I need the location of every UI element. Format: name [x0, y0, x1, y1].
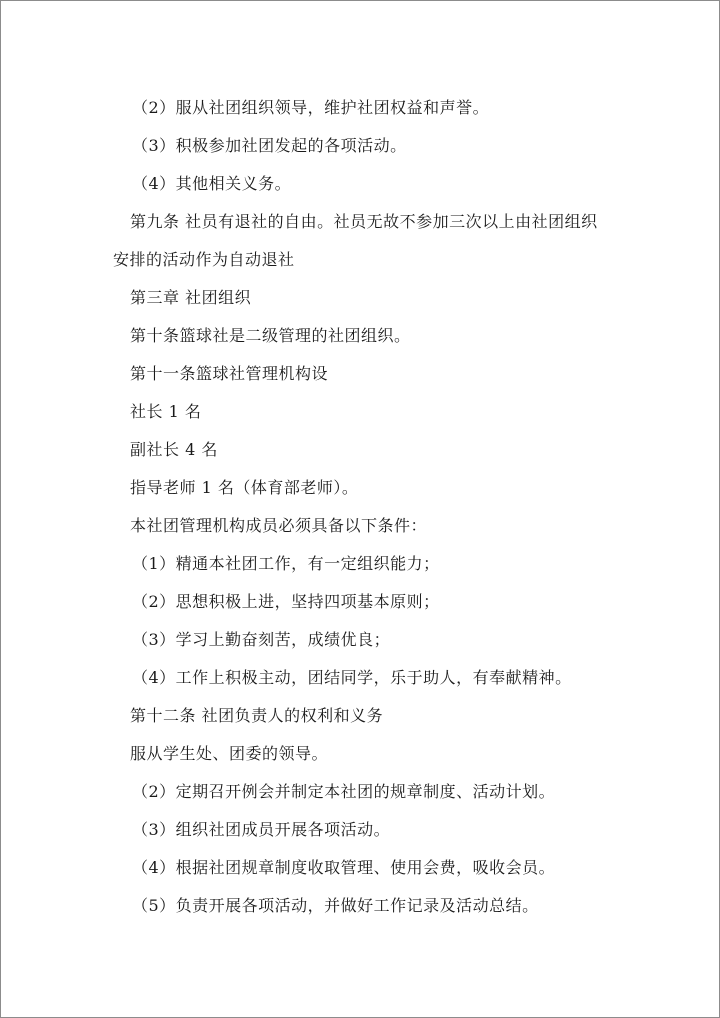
article-line: 第十二条 社团负责人的权利和义务 [130, 706, 384, 725]
list-item: （3）组织社团成员开展各项活动。 [132, 820, 391, 839]
text-line: 社长 1 名 [130, 402, 202, 421]
chapter-heading: 第三章 社团组织 [130, 288, 252, 307]
text-line: 副社长 4 名 [130, 440, 218, 459]
article-line: 第九条 社员有退社的自由。社员无故不参加三次以上由社团组织 [130, 212, 598, 231]
text-line: 服从学生处、团委的领导。 [130, 744, 329, 763]
article-line: 第十一条篮球社管理机构设 [130, 364, 329, 383]
list-item: （4）工作上积极主动，团结同学，乐于助人，有奉献精神。 [132, 668, 572, 687]
list-item: （2）思想积极上进，坚持四项基本原则； [132, 592, 440, 611]
text-line: （3）积极参加社团发起的各项活动。 [132, 136, 407, 155]
text-line: （4）其他相关义务。 [132, 174, 292, 193]
list-item: （3）学习上勤奋刻苦，成绩优良； [132, 630, 391, 649]
document-body [113, 89, 613, 925]
text-line: （2）服从社团组织领导，维护社团权益和声誉。 [132, 98, 490, 117]
text-line: 安排的活动作为自动退社 [113, 250, 295, 269]
article-line: 第十条篮球社是二级管理的社团组织。 [130, 326, 411, 345]
list-item: （2）定期召开例会并制定本社团的规章制度、活动计划。 [132, 782, 556, 801]
list-item: （4）根据社团规章制度收取管理、使用会费，吸收会员。 [132, 858, 556, 877]
list-item: （5）负责开展各项活动，并做好工作记录及活动总结。 [132, 896, 539, 915]
list-item: （1）精通本社团工作，有一定组织能力； [132, 554, 440, 573]
text-line: 指导老师 1 名（体育部老师）。 [130, 478, 359, 497]
text-line: 本社团管理机构成员必须具备以下条件： [130, 516, 428, 535]
